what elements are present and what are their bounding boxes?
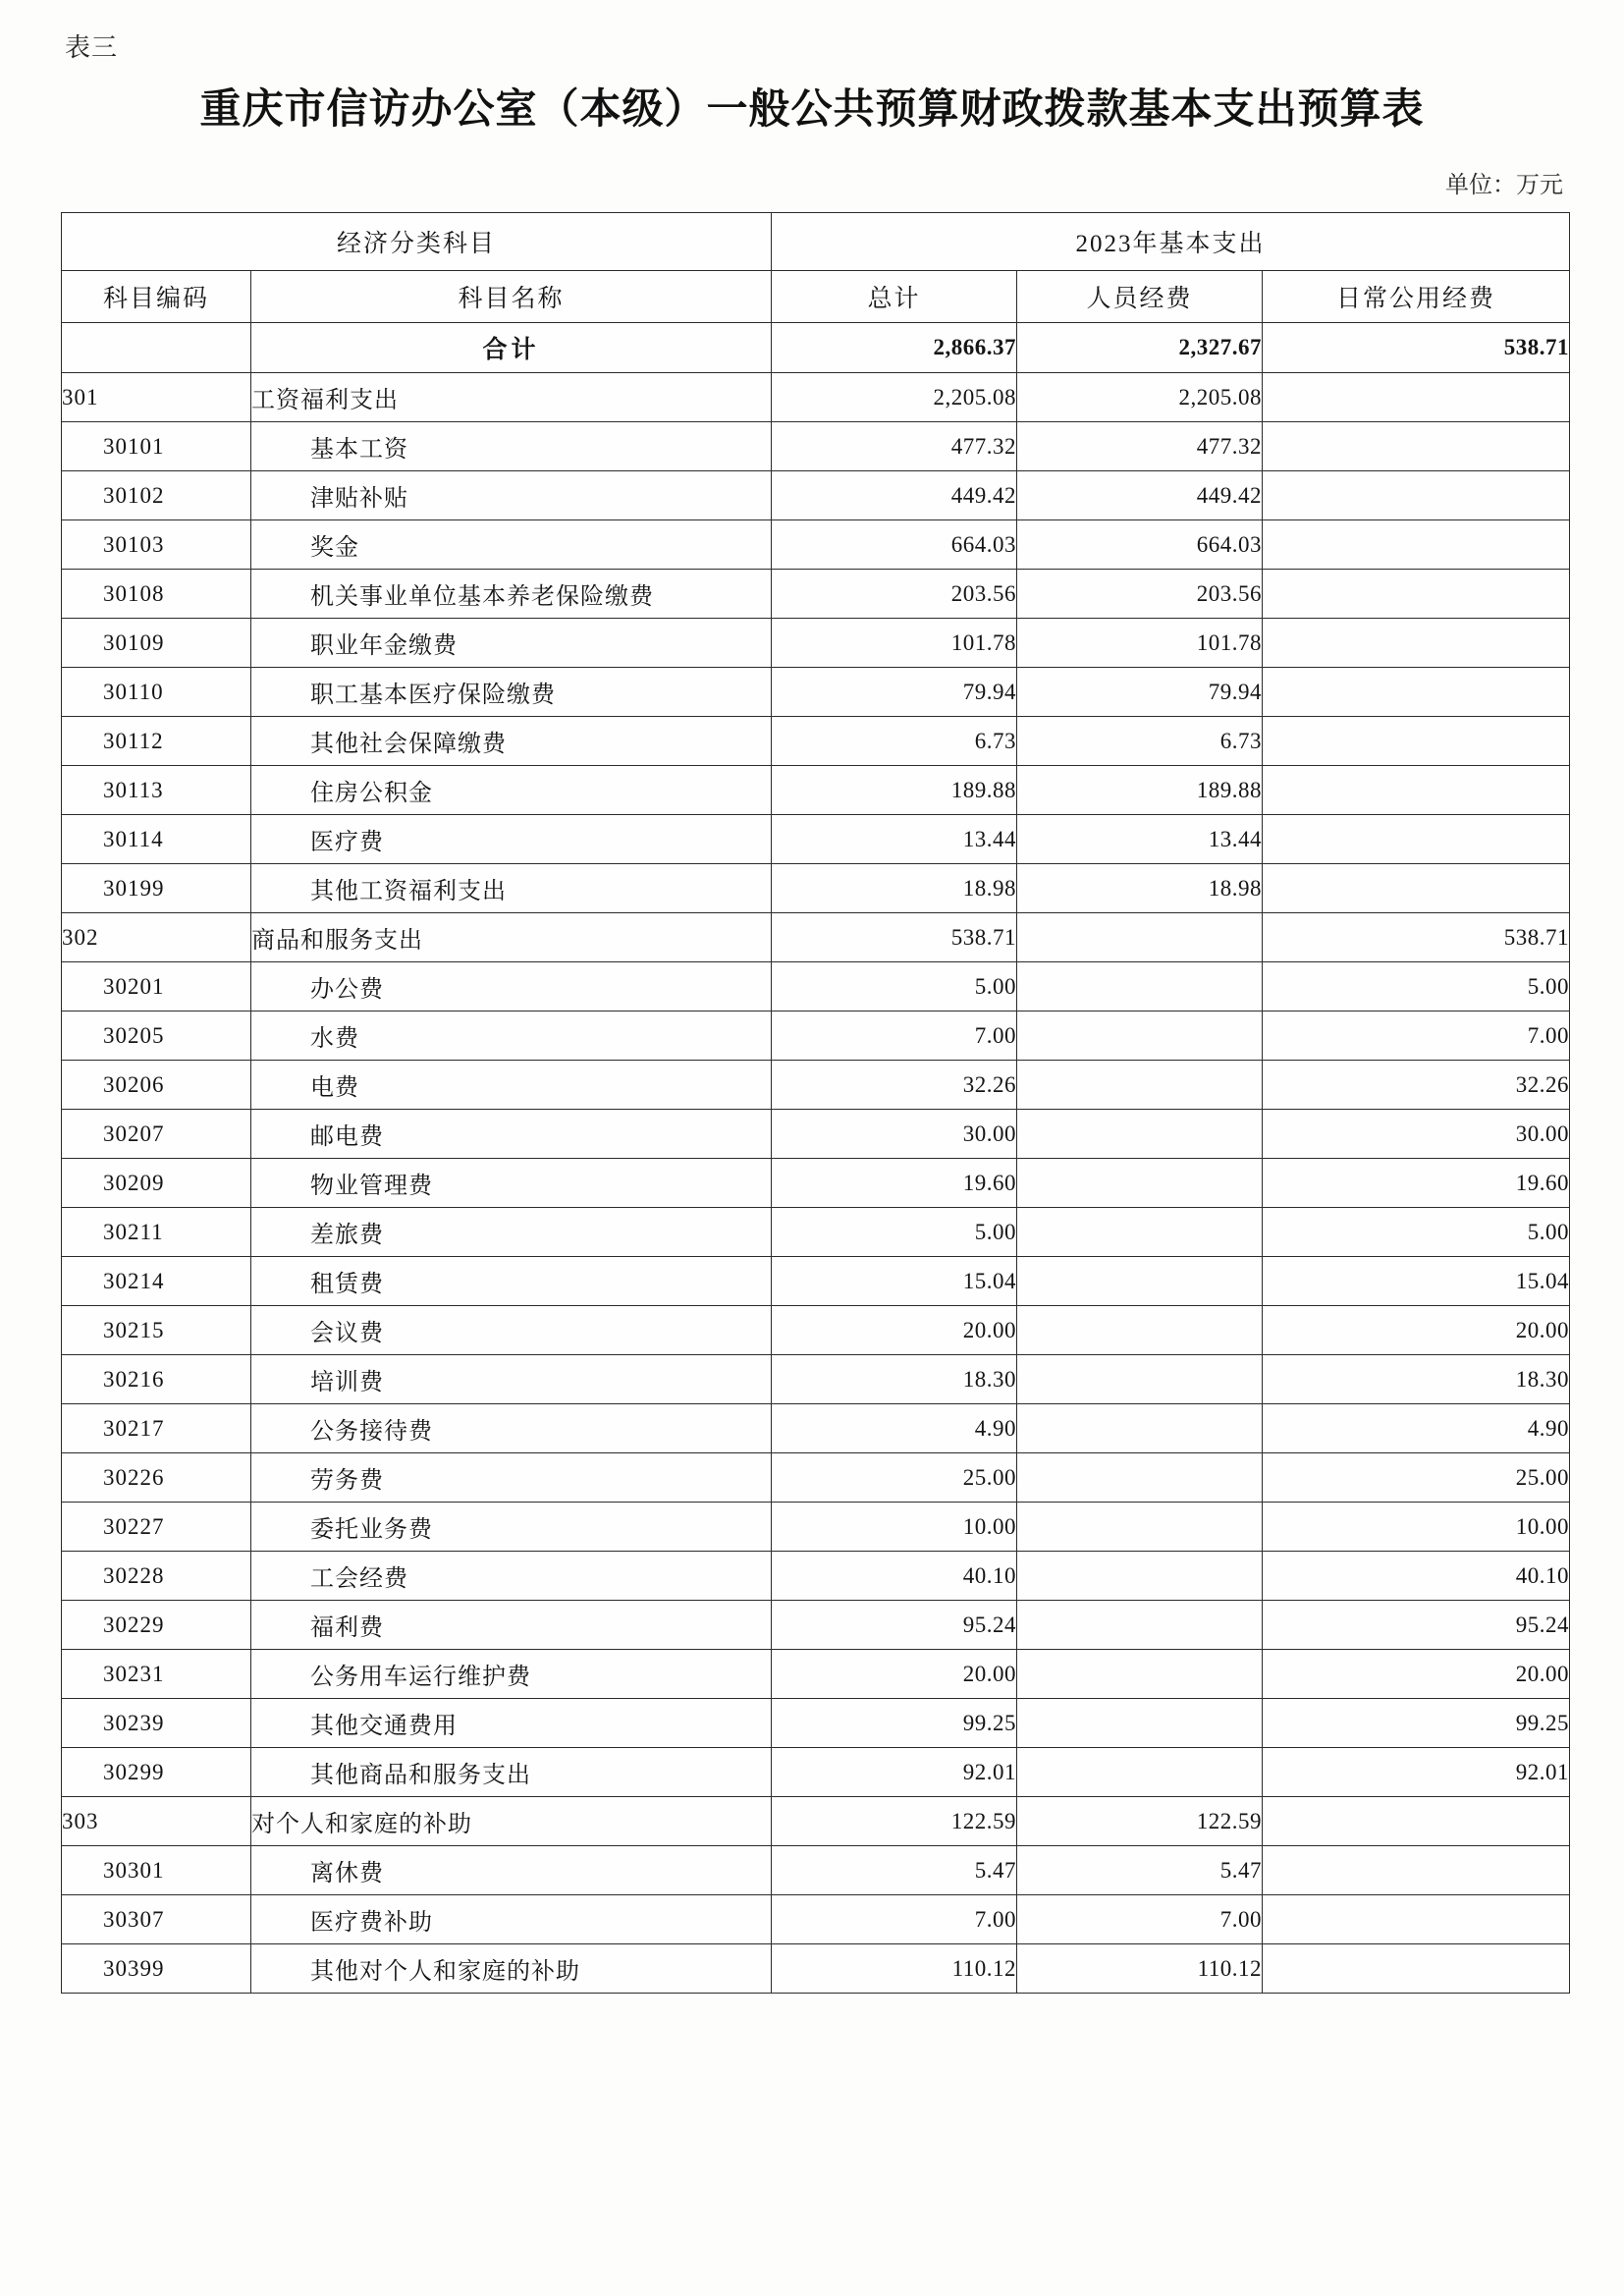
row-public: 95.24 bbox=[1263, 1601, 1570, 1650]
table-row bbox=[62, 1257, 1570, 1306]
row-total: 4.90 bbox=[772, 1404, 1017, 1453]
row-total: 18.30 bbox=[772, 1355, 1017, 1404]
table-row bbox=[62, 1650, 1570, 1699]
row-personnel bbox=[1017, 1748, 1263, 1797]
unit-note: 单位：万元 bbox=[1445, 173, 1563, 198]
row-total: 449.42 bbox=[772, 471, 1017, 520]
row-subject-code: 30114 bbox=[62, 815, 251, 864]
table-row bbox=[62, 1011, 1570, 1061]
row-personnel bbox=[1017, 1453, 1263, 1503]
row-subject-code: 30201 bbox=[62, 962, 251, 1011]
row-public: 99.25 bbox=[1263, 1699, 1570, 1748]
table-row bbox=[62, 1797, 1570, 1846]
row-total: 7.00 bbox=[772, 1011, 1017, 1061]
row-personnel: 122.59 bbox=[1017, 1797, 1263, 1846]
row-total: 5.00 bbox=[772, 1208, 1017, 1257]
row-personnel bbox=[1017, 1650, 1263, 1699]
row-personnel: 203.56 bbox=[1017, 570, 1263, 619]
row-personnel: 6.73 bbox=[1017, 717, 1263, 766]
total-row-total: 2,866.37 bbox=[772, 323, 1017, 373]
row-total: 664.03 bbox=[772, 520, 1017, 570]
row-personnel: 101.78 bbox=[1017, 619, 1263, 668]
row-subject-code: 30399 bbox=[62, 1944, 251, 1994]
row-personnel bbox=[1017, 1601, 1263, 1650]
row-total: 20.00 bbox=[772, 1650, 1017, 1699]
row-public bbox=[1263, 1797, 1570, 1846]
row-total: 122.59 bbox=[772, 1797, 1017, 1846]
row-total: 40.10 bbox=[772, 1552, 1017, 1601]
row-personnel bbox=[1017, 962, 1263, 1011]
total-row-public: 538.71 bbox=[1263, 323, 1570, 373]
row-subject-code: 30215 bbox=[62, 1306, 251, 1355]
row-public bbox=[1263, 1846, 1570, 1895]
row-subject-code: 301 bbox=[62, 373, 251, 422]
row-subject-code: 30112 bbox=[62, 717, 251, 766]
table-head bbox=[62, 213, 1570, 323]
row-personnel bbox=[1017, 1552, 1263, 1601]
row-public: 30.00 bbox=[1263, 1110, 1570, 1159]
table-row bbox=[62, 766, 1570, 815]
row-subject-code: 30206 bbox=[62, 1061, 251, 1110]
row-subject-name: 对个人和家庭的补助 bbox=[251, 1797, 772, 1846]
row-subject-name: 劳务费 bbox=[251, 1453, 772, 1503]
row-public: 92.01 bbox=[1263, 1748, 1570, 1797]
row-subject-code: 30199 bbox=[62, 864, 251, 913]
row-public bbox=[1263, 864, 1570, 913]
row-public: 20.00 bbox=[1263, 1306, 1570, 1355]
row-subject-name: 住房公积金 bbox=[251, 766, 772, 815]
row-personnel bbox=[1017, 1257, 1263, 1306]
row-subject-name: 其他交通费用 bbox=[251, 1699, 772, 1748]
row-personnel bbox=[1017, 1110, 1263, 1159]
table-row bbox=[62, 815, 1570, 864]
table-head-group-row bbox=[62, 213, 1570, 271]
table-row bbox=[62, 1159, 1570, 1208]
row-subject-name: 工会经费 bbox=[251, 1552, 772, 1601]
row-public bbox=[1263, 766, 1570, 815]
row-subject-name: 差旅费 bbox=[251, 1208, 772, 1257]
row-total: 99.25 bbox=[772, 1699, 1017, 1748]
row-personnel: 18.98 bbox=[1017, 864, 1263, 913]
row-subject-name: 基本工资 bbox=[251, 422, 772, 471]
row-subject-name: 离休费 bbox=[251, 1846, 772, 1895]
row-public bbox=[1263, 668, 1570, 717]
row-total: 189.88 bbox=[772, 766, 1017, 815]
table-row bbox=[62, 1061, 1570, 1110]
row-personnel: 5.47 bbox=[1017, 1846, 1263, 1895]
row-personnel bbox=[1017, 1355, 1263, 1404]
row-subject-name: 公务用车运行维护费 bbox=[251, 1650, 772, 1699]
row-subject-code: 30307 bbox=[62, 1895, 251, 1944]
table-row bbox=[62, 1944, 1570, 1994]
row-subject-name: 奖金 bbox=[251, 520, 772, 570]
row-subject-name: 津贴补贴 bbox=[251, 471, 772, 520]
row-subject-code: 30216 bbox=[62, 1355, 251, 1404]
row-public: 538.71 bbox=[1263, 913, 1570, 962]
table-total-row bbox=[62, 323, 1570, 373]
table-row bbox=[62, 1453, 1570, 1503]
row-public bbox=[1263, 619, 1570, 668]
row-total: 13.44 bbox=[772, 815, 1017, 864]
row-total: 7.00 bbox=[772, 1895, 1017, 1944]
row-public bbox=[1263, 422, 1570, 471]
row-subject-name: 福利费 bbox=[251, 1601, 772, 1650]
table-row bbox=[62, 717, 1570, 766]
row-total: 477.32 bbox=[772, 422, 1017, 471]
row-public: 4.90 bbox=[1263, 1404, 1570, 1453]
row-personnel: 110.12 bbox=[1017, 1944, 1263, 1994]
row-public bbox=[1263, 1944, 1570, 1994]
row-personnel: 477.32 bbox=[1017, 422, 1263, 471]
row-total: 20.00 bbox=[772, 1306, 1017, 1355]
row-subject-name: 工资福利支出 bbox=[251, 373, 772, 422]
row-total: 203.56 bbox=[772, 570, 1017, 619]
row-subject-code: 302 bbox=[62, 913, 251, 962]
row-total: 538.71 bbox=[772, 913, 1017, 962]
row-subject-code: 30211 bbox=[62, 1208, 251, 1257]
budget-table-wrapper bbox=[61, 212, 1569, 1994]
row-personnel bbox=[1017, 913, 1263, 962]
sheet-label: 表三 bbox=[65, 33, 119, 62]
row-public bbox=[1263, 570, 1570, 619]
table-body bbox=[62, 323, 1570, 1994]
row-personnel: 449.42 bbox=[1017, 471, 1263, 520]
header-total: 总计 bbox=[772, 271, 1017, 323]
row-subject-code: 30299 bbox=[62, 1748, 251, 1797]
table-row bbox=[62, 962, 1570, 1011]
header-routine-public-funds: 日常公用经费 bbox=[1263, 271, 1570, 323]
row-subject-code: 30227 bbox=[62, 1503, 251, 1552]
row-public bbox=[1263, 717, 1570, 766]
row-subject-name: 物业管理费 bbox=[251, 1159, 772, 1208]
row-total: 15.04 bbox=[772, 1257, 1017, 1306]
table-row bbox=[62, 913, 1570, 962]
row-subject-name: 水费 bbox=[251, 1011, 772, 1061]
row-subject-name: 职业年金缴费 bbox=[251, 619, 772, 668]
row-subject-name: 商品和服务支出 bbox=[251, 913, 772, 962]
row-total: 79.94 bbox=[772, 668, 1017, 717]
row-personnel: 13.44 bbox=[1017, 815, 1263, 864]
header-economic-classification: 经济分类科目 bbox=[62, 213, 772, 271]
row-total: 30.00 bbox=[772, 1110, 1017, 1159]
row-subject-name: 机关事业单位基本养老保险缴费 bbox=[251, 570, 772, 619]
table-head-column-row bbox=[62, 271, 1570, 323]
row-total: 101.78 bbox=[772, 619, 1017, 668]
row-total: 95.24 bbox=[772, 1601, 1017, 1650]
row-public bbox=[1263, 373, 1570, 422]
row-subject-name: 委托业务费 bbox=[251, 1503, 772, 1552]
row-public: 5.00 bbox=[1263, 962, 1570, 1011]
row-public: 19.60 bbox=[1263, 1159, 1570, 1208]
header-subject-name: 科目名称 bbox=[251, 271, 772, 323]
row-public: 7.00 bbox=[1263, 1011, 1570, 1061]
row-subject-code: 30229 bbox=[62, 1601, 251, 1650]
row-personnel bbox=[1017, 1503, 1263, 1552]
total-row-code bbox=[62, 323, 251, 373]
row-subject-code: 303 bbox=[62, 1797, 251, 1846]
row-subject-code: 30226 bbox=[62, 1453, 251, 1503]
table-row bbox=[62, 1552, 1570, 1601]
row-subject-code: 30102 bbox=[62, 471, 251, 520]
table-row bbox=[62, 570, 1570, 619]
row-subject-name: 培训费 bbox=[251, 1355, 772, 1404]
row-subject-code: 30239 bbox=[62, 1699, 251, 1748]
row-total: 2,205.08 bbox=[772, 373, 1017, 422]
row-subject-code: 30209 bbox=[62, 1159, 251, 1208]
row-personnel: 79.94 bbox=[1017, 668, 1263, 717]
row-personnel: 2,205.08 bbox=[1017, 373, 1263, 422]
table-row bbox=[62, 1503, 1570, 1552]
header-personnel-funds: 人员经费 bbox=[1017, 271, 1263, 323]
row-subject-name: 租赁费 bbox=[251, 1257, 772, 1306]
row-total: 32.26 bbox=[772, 1061, 1017, 1110]
row-subject-code: 30110 bbox=[62, 668, 251, 717]
row-subject-name: 办公费 bbox=[251, 962, 772, 1011]
row-personnel bbox=[1017, 1208, 1263, 1257]
row-subject-name: 职工基本医疗保险缴费 bbox=[251, 668, 772, 717]
row-subject-code: 30103 bbox=[62, 520, 251, 570]
row-personnel bbox=[1017, 1159, 1263, 1208]
row-subject-code: 30214 bbox=[62, 1257, 251, 1306]
row-public bbox=[1263, 520, 1570, 570]
row-subject-name: 其他工资福利支出 bbox=[251, 864, 772, 913]
table-row bbox=[62, 1110, 1570, 1159]
row-public: 40.10 bbox=[1263, 1552, 1570, 1601]
table-row bbox=[62, 1748, 1570, 1797]
row-subject-code: 30301 bbox=[62, 1846, 251, 1895]
row-subject-code: 30101 bbox=[62, 422, 251, 471]
page-title: 重庆市信访办公室（本级）一般公共预算财政拨款基本支出预算表 bbox=[199, 85, 1425, 132]
row-public bbox=[1263, 471, 1570, 520]
table-row bbox=[62, 1208, 1570, 1257]
row-total: 6.73 bbox=[772, 717, 1017, 766]
row-subject-code: 30217 bbox=[62, 1404, 251, 1453]
row-personnel bbox=[1017, 1404, 1263, 1453]
table-row bbox=[62, 1601, 1570, 1650]
header-basic-expenditure-2023: 2023年基本支出 bbox=[772, 213, 1570, 271]
row-total: 5.47 bbox=[772, 1846, 1017, 1895]
row-subject-code: 30231 bbox=[62, 1650, 251, 1699]
row-public: 10.00 bbox=[1263, 1503, 1570, 1552]
row-subject-name: 其他商品和服务支出 bbox=[251, 1748, 772, 1797]
row-subject-name: 会议费 bbox=[251, 1306, 772, 1355]
table-row bbox=[62, 1404, 1570, 1453]
row-personnel: 189.88 bbox=[1017, 766, 1263, 815]
row-total: 18.98 bbox=[772, 864, 1017, 913]
row-public: 25.00 bbox=[1263, 1453, 1570, 1503]
table-row bbox=[62, 1895, 1570, 1944]
row-public bbox=[1263, 815, 1570, 864]
table-row bbox=[62, 373, 1570, 422]
row-public: 5.00 bbox=[1263, 1208, 1570, 1257]
table-row bbox=[62, 471, 1570, 520]
row-subject-code: 30113 bbox=[62, 766, 251, 815]
row-subject-code: 30205 bbox=[62, 1011, 251, 1061]
row-personnel: 7.00 bbox=[1017, 1895, 1263, 1944]
row-subject-name: 医疗费 bbox=[251, 815, 772, 864]
table-row bbox=[62, 619, 1570, 668]
row-total: 19.60 bbox=[772, 1159, 1017, 1208]
table-row bbox=[62, 668, 1570, 717]
row-total: 10.00 bbox=[772, 1503, 1017, 1552]
row-subject-code: 30207 bbox=[62, 1110, 251, 1159]
row-total: 110.12 bbox=[772, 1944, 1017, 1994]
row-subject-name: 其他社会保障缴费 bbox=[251, 717, 772, 766]
row-public bbox=[1263, 1895, 1570, 1944]
row-public: 15.04 bbox=[1263, 1257, 1570, 1306]
row-total: 25.00 bbox=[772, 1453, 1017, 1503]
row-public: 20.00 bbox=[1263, 1650, 1570, 1699]
row-total: 5.00 bbox=[772, 962, 1017, 1011]
row-public: 18.30 bbox=[1263, 1355, 1570, 1404]
row-subject-code: 30228 bbox=[62, 1552, 251, 1601]
row-subject-name: 电费 bbox=[251, 1061, 772, 1110]
table-row bbox=[62, 1846, 1570, 1895]
table-row bbox=[62, 864, 1570, 913]
table-row bbox=[62, 1699, 1570, 1748]
row-personnel bbox=[1017, 1011, 1263, 1061]
row-personnel bbox=[1017, 1699, 1263, 1748]
row-personnel: 664.03 bbox=[1017, 520, 1263, 570]
budget-table bbox=[61, 212, 1570, 1994]
row-personnel bbox=[1017, 1061, 1263, 1110]
row-subject-code: 30108 bbox=[62, 570, 251, 619]
row-subject-name: 邮电费 bbox=[251, 1110, 772, 1159]
row-total: 92.01 bbox=[772, 1748, 1017, 1797]
table-row bbox=[62, 422, 1570, 471]
row-personnel bbox=[1017, 1306, 1263, 1355]
row-subject-code: 30109 bbox=[62, 619, 251, 668]
total-row-label: 合计 bbox=[251, 323, 772, 373]
total-row-personnel: 2,327.67 bbox=[1017, 323, 1263, 373]
row-public: 32.26 bbox=[1263, 1061, 1570, 1110]
header-subject-code: 科目编码 bbox=[62, 271, 251, 323]
row-subject-name: 公务接待费 bbox=[251, 1404, 772, 1453]
row-subject-name: 其他对个人和家庭的补助 bbox=[251, 1944, 772, 1994]
row-subject-name: 医疗费补助 bbox=[251, 1895, 772, 1944]
table-row bbox=[62, 1306, 1570, 1355]
table-row bbox=[62, 520, 1570, 570]
table-row bbox=[62, 1355, 1570, 1404]
